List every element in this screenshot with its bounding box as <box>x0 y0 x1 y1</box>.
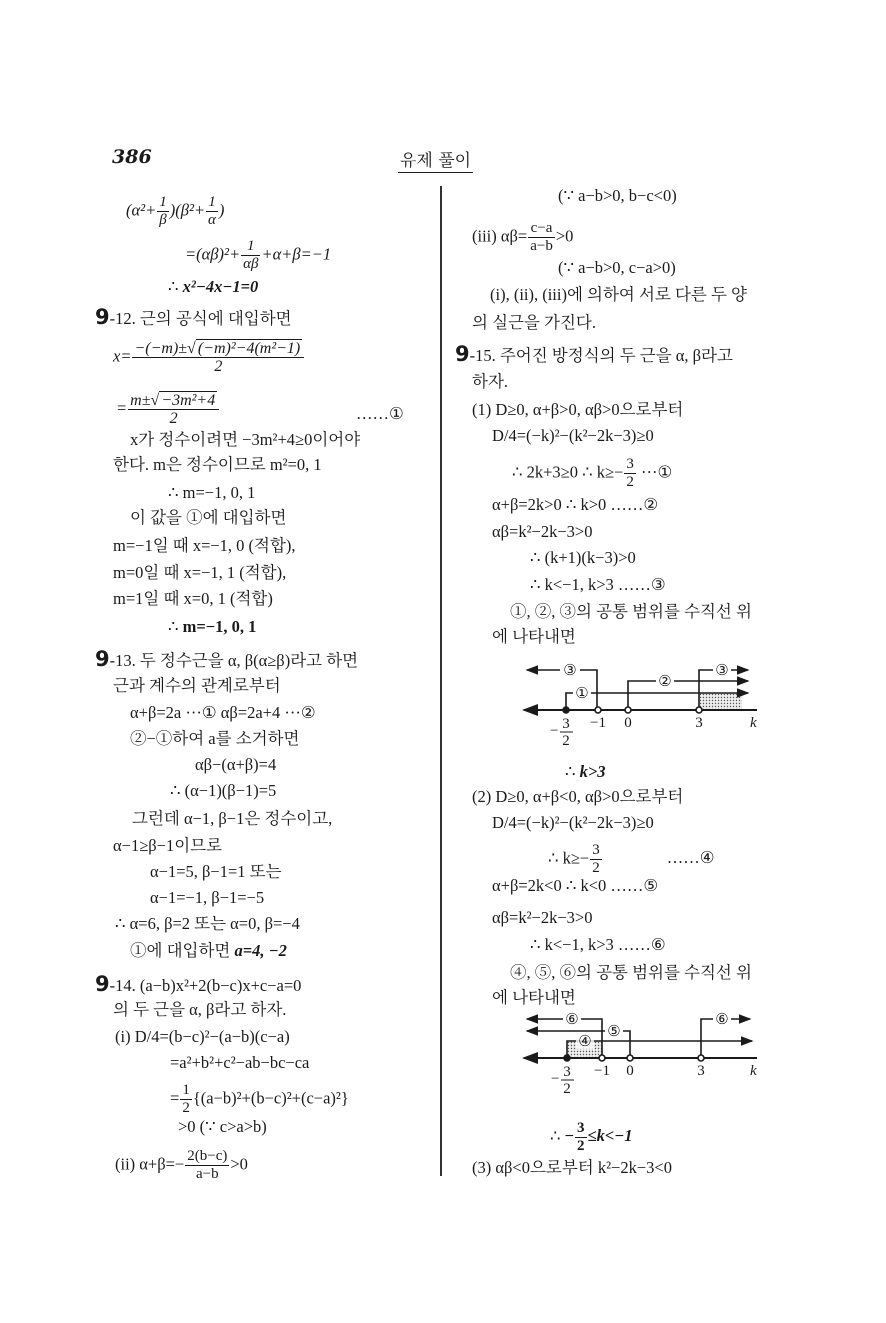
tick-label: 2 <box>562 733 570 749</box>
text-line: αβ=k²−2k−3>0 <box>492 522 593 541</box>
text-line: ①, ②, ③의 공통 범위를 수직선 위 <box>510 602 752 621</box>
text-line: ∴ k<−1, k>3 ……⑥ <box>530 935 666 954</box>
text-line: ∴ (α−1)(β−1)=5 <box>170 781 277 800</box>
text-line: (ii) α+β=− $\frac{2(b-c)}{a-b}$ >0 <box>115 1148 248 1182</box>
text-line: α−1=−1, β−1=−5 <box>150 888 265 907</box>
tick-label: − <box>551 1071 560 1087</box>
answer-line: ∴ k>3 <box>565 762 606 781</box>
text-line: 의 실근을 가진다. <box>472 313 596 332</box>
text-line: D/4=(−k)²−(k²−2k−3)≥0 <box>492 426 654 445</box>
solution-shading <box>699 693 742 710</box>
equation-line: =(αβ)²+ $\frac{1}{\alpha\beta}$ +α+β=−1 <box>185 238 332 272</box>
text-line: m=1일 때 x=0, 1 (적합) <box>113 589 273 608</box>
problem-9-15-heading: 9-15. 주어진 방정식의 두 근을 α, β라고 <box>455 342 733 366</box>
text-line: ∴ 2k+3≥0 ∴ k≥− $\frac{3}{2}$ ···① <box>512 456 673 490</box>
tick-label: 3 <box>563 1064 571 1080</box>
text-line: m=−1일 때 x=−1, 0 (적합), <box>113 536 296 555</box>
quadratic-formula-simplified: = $\frac{\text{m±√ −3m²+4}}{2}$ ……① <box>116 392 404 427</box>
text-line: ∴ (k+1)(k−3)>0 <box>530 548 636 567</box>
result-line: ∴ x²−4x−1=0 <box>168 277 259 296</box>
problem-9-14-heading: 9-14. (a−b)x²+2(b−c)x+c−a=0 <box>95 972 302 996</box>
tick-label: 0 <box>626 1063 634 1079</box>
mark-label: ④ <box>578 1034 592 1050</box>
text-line: (i), (ii), (iii)에 의하여 서로 다른 두 양 <box>490 285 747 304</box>
mark-label: ⑤ <box>607 1024 621 1040</box>
text-line: ∴ α=6, β=2 또는 α=0, β=−4 <box>115 914 300 933</box>
text-line: (∵ a−b>0, b−c<0) <box>558 186 677 205</box>
tick-label: 3 <box>697 1063 705 1079</box>
text-line: >0 (∵ c>a>b) <box>178 1117 267 1136</box>
text-line: m=0일 때 x=−1, 1 (적합), <box>113 563 287 582</box>
text-line: =a²+b²+c²−ab−bc−ca <box>170 1053 310 1072</box>
text-line: 근과 계수의 관계로부터 <box>113 676 281 695</box>
text-line: α+β=2k>0 ∴ k>0 ……② <box>492 495 659 514</box>
text-line: ④, ⑤, ⑥의 공통 범위를 수직선 위 <box>510 963 752 982</box>
mark-label: ⑥ <box>715 1012 729 1028</box>
answer-line: ∴ m=−1, 0, 1 <box>168 617 257 636</box>
text-line: (iii) αβ= $\frac{c-a}{a-b}$ >0 <box>472 220 574 254</box>
axis-variable: k <box>750 715 757 731</box>
page-number: 386 <box>112 146 152 168</box>
quadratic-formula: x= $\frac{\text{−(−m)±√ (−m)²−4(m²−1)}}{2}$ <box>113 340 305 375</box>
tick-label: 0 <box>624 715 632 731</box>
text-line: x가 정수이려면 −3m²+4≥0이어야 <box>130 430 361 449</box>
text-line: D/4=(−k)²−(k²−2k−3)≥0 <box>492 813 654 832</box>
text-line: 의 두 근을 α, β라고 하자. <box>113 1000 287 1019</box>
answer-line: ①에 대입하면 a=4, −2 <box>130 941 287 960</box>
equation-line: (α²+ $\frac{1}{\beta}$ )(β²+ $\frac{1}{\alpha}$ ) <box>126 194 225 228</box>
problem-9-13-heading: 9-13. 두 정수근을 α, β(α≥β)라고 하면 <box>95 647 359 671</box>
tick-label: 3 <box>695 715 703 731</box>
text-line: α+β=2a ···① αβ=2a+4 ···② <box>130 703 316 722</box>
text-line: (1) D≥0, α+β>0, αβ>0으로부터 <box>472 400 684 419</box>
mark-label: ① <box>575 686 589 702</box>
mark-label: ③ <box>715 663 729 679</box>
text-line: = $\frac{1}{2}$ {(a−b)²+(b−c)²+(c−a)²} <box>170 1082 349 1116</box>
text-line: α−1=5, β−1=1 또는 <box>150 862 282 881</box>
problem-9-12-heading: 9-12. 근의 공식에 대입하면 <box>95 305 292 329</box>
text-line: ∴ m=−1, 0, 1 <box>168 483 256 502</box>
mark-label: ⑥ <box>565 1012 579 1028</box>
text-line: α−1≥β−1이므로 <box>113 836 223 855</box>
tick-label: − <box>550 723 559 739</box>
text-line: αβ−(α+β)=4 <box>195 755 277 774</box>
tick-label: 2 <box>563 1081 571 1097</box>
axis-variable: k <box>750 1063 757 1079</box>
text-line: (∵ a−b>0, c−a>0) <box>558 258 676 277</box>
text-line: ∴ k<−1, k>3 ……③ <box>530 575 666 594</box>
text-line: 이 값을 ①에 대입하면 <box>130 508 287 527</box>
tick-label: −1 <box>594 1063 610 1079</box>
text-line: αβ=k²−2k−3>0 <box>492 908 593 927</box>
text-line: (i) D/4=(b−c)²−(a−b)(c−a) <box>115 1027 290 1046</box>
text-line: α+β=2k<0 ∴ k<0 ……⑤ <box>492 876 659 895</box>
page-title: 유제 풀이 <box>398 146 473 173</box>
tick-label: 3 <box>562 716 570 732</box>
text-line: 하자. <box>472 372 509 391</box>
text-line: 그런데 α−1, β−1은 정수이고, <box>132 809 333 828</box>
tick-label: −1 <box>590 715 606 731</box>
text-line: (2) D≥0, α+β<0, αβ>0으로부터 <box>472 787 684 806</box>
mark-label: ② <box>658 674 672 690</box>
text-line: ②−①하여 a를 소거하면 <box>130 729 300 748</box>
text-line: 한다. m은 정수이므로 m²=0, 1 <box>113 455 322 474</box>
mark-label: ③ <box>563 663 577 679</box>
text-line: ∴ k≥− $\frac{3}{2}$ ……④ <box>548 842 715 876</box>
answer-line: ∴ − $\frac{3}{2}$ ≤k<−1 <box>550 1120 633 1154</box>
text-line: (3) αβ<0으로부터 k²−2k−3<0 <box>472 1158 672 1177</box>
text-line: 에 나타내면 <box>492 988 576 1007</box>
text-line: 에 나타내면 <box>492 627 576 646</box>
